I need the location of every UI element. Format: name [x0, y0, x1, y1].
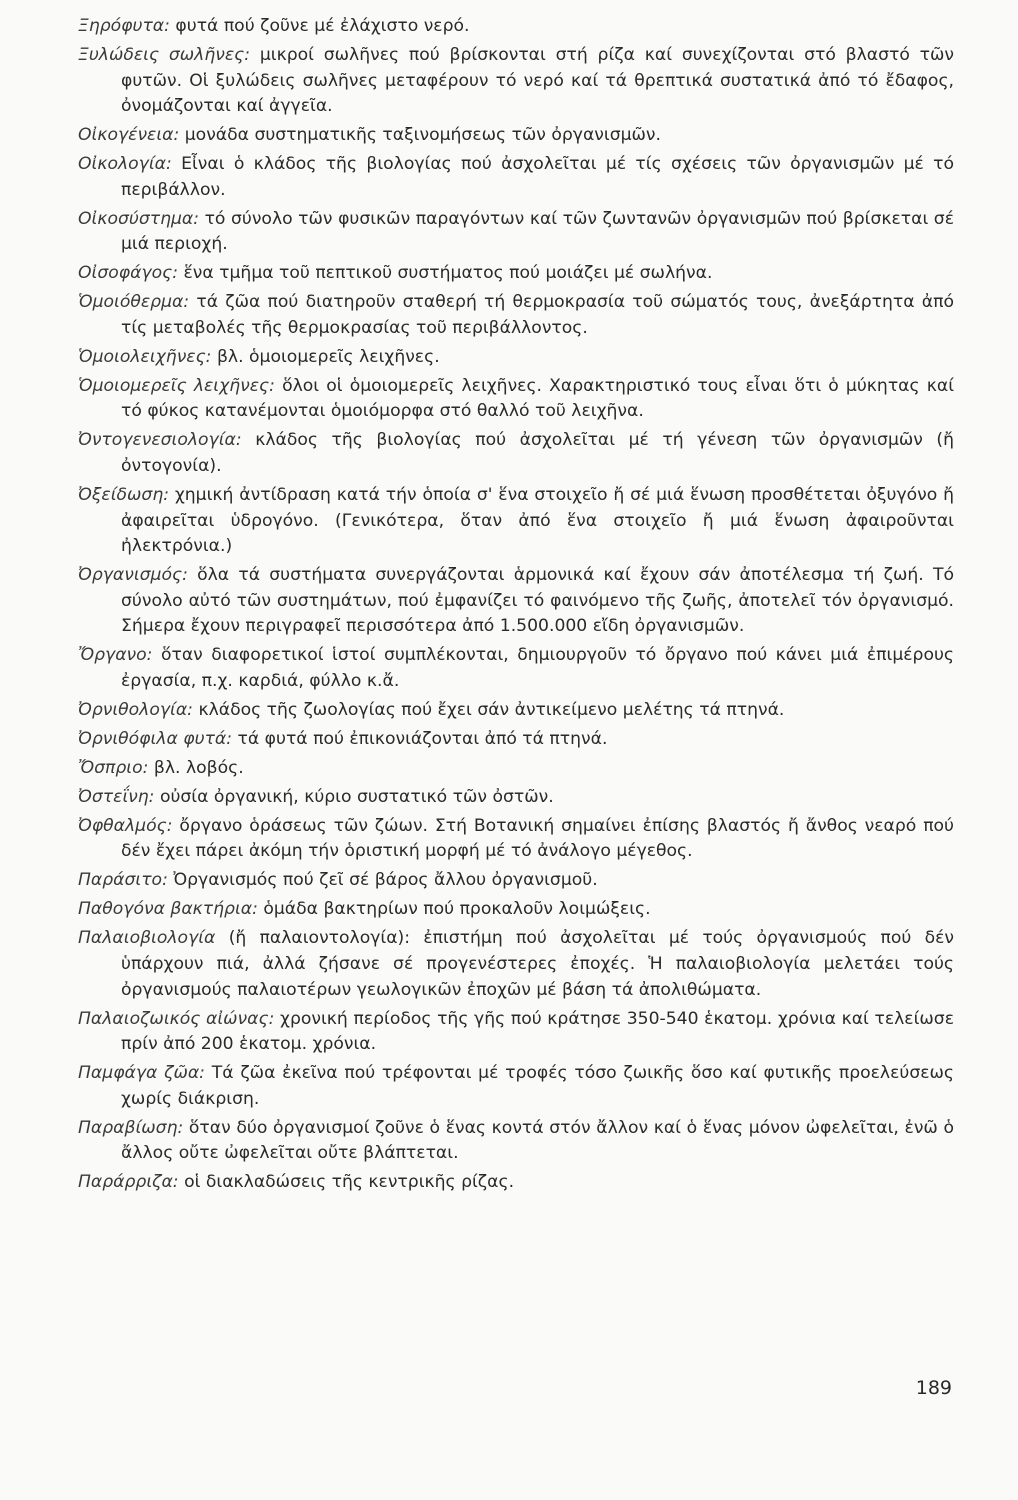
glossary-entry	[78, 698, 954, 724]
glossary-entry	[78, 785, 954, 811]
glossary-entry	[78, 926, 954, 1003]
glossary-entry	[78, 261, 954, 287]
glossary-definition: (ἤ παλαιοντολογία): ἐπιστήμη πού ἀσχολεῖται μέ τούς ὀργανισμούς πού δέν ὑπάρχουν πιά, ἀλλά ζήσανε σέ προγενέστερες ἐποχές. Ἡ παλαιοβιολογία μελετάει τούς ὀργανισμούς παλαιοτέρων γεωλογικῶν ἐποχῶν μέ βάση τά ἀπολιθώματα.	[121, 928, 954, 1000]
glossary-entry	[78, 1116, 954, 1167]
glossary-entry	[78, 152, 954, 203]
glossary-definition: ἕνα τμῆμα τοῦ πεπτικοῦ συστήματος πού μοιάζει μέ σωλήνα.	[183, 263, 713, 284]
glossary-entry	[78, 345, 954, 371]
glossary-term: Ὀφθαλμός:	[78, 815, 173, 836]
glossary-term: Παμφάγα ζῶα:	[78, 1063, 205, 1084]
page-number: 189	[915, 1377, 952, 1399]
glossary-term: Παλαιοβιολογία	[78, 928, 216, 949]
glossary-entry	[78, 643, 954, 694]
glossary-definition: μονάδα συστηματικῆς ταξινομήσεως τῶν ὀργανισμῶν.	[184, 125, 661, 146]
glossary-definition: ὅταν δύο ὀργανισμοί ζοῦνε ὁ ἕνας κοντά στόν ἄλλον καί ὁ ἕνας μόνον ὠφελεῖται, ἐνῶ ὁ ἄλλος οὔτε ὠφελεῖται οὔτε βλάπτεται.	[121, 1117, 954, 1164]
glossary-term: Παραβίωση:	[78, 1117, 184, 1138]
glossary-list	[78, 14, 954, 1199]
glossary-definition: χημική ἀντίδραση κατά τήν ὁποία σ' ἕνα στοιχεῖο ἤ σέ μιά ἕνωση προσθέτεται ὀξυγόνο ἤ ἀφαιρεῖται ὑδρογόνο. (Γενικότερα, ὅταν ἀπό ἕνα στοιχεῖο ἤ μιά ἕνωση ἀφαιροῦνται ἠλεκτρόνια.)	[121, 485, 954, 557]
glossary-definition: οὐσία ὀργανική, κύριο συστατικό τῶν ὀστῶν.	[159, 786, 554, 807]
glossary-definition: ὅταν διαφορετικοί ἱστοί συμπλέκονται, δημιουργοῦν τό ὄργανο πού κάνει μιά ἐπιμέρους ἐργασία, π.χ. καρδιά, φύλλο κ.ἄ.	[121, 645, 954, 691]
glossary-definition: μικροί σωλῆνες πού βρίσκονται στή ρίζα καί συνεχίζονται στό βλαστό τῶν φυτῶν. Οἱ ξυλώδεις σωλῆνες μεταφέρουν τό νερό καί τά θρεπτικά συστατικά ἀπό τό ἔδαφος, ὀνομάζονται καί ἀγγεῖα.	[121, 44, 955, 117]
glossary-term: Ὁμοιομερεῖς λειχῆνες:	[78, 375, 275, 396]
glossary-definition: κλάδος τῆς βιολογίας πού ἀσχολεῖται μέ τή γένεση τῶν ὀργανισμῶν (ἤ ὀντογονία).	[121, 430, 955, 477]
glossary-entry	[78, 290, 954, 341]
glossary-definition: ὅλοι οἱ ὁμοιομερεῖς λειχῆνες. Χαρακτηριστικό τους εἶναι ὅτι ὁ μύκητας καί τό φύκος κατανέμονται ὁμοιόμορφα στό θαλλό τοῦ λειχῆνα.	[121, 375, 955, 422]
glossary-entry	[78, 563, 954, 640]
glossary-definition: φυτά πού ζοῦνε μέ ἐλάχιστο νερό.	[175, 16, 470, 36]
glossary-entry	[78, 123, 954, 149]
glossary-definition: Τά ζῶα ἐκεῖνα πού τρέφονται μέ τροφές τόσο ζωικῆς ὅσο καί φυτικῆς προελεύσεως χωρίς διάκριση.	[121, 1063, 954, 1109]
glossary-term: Παράσιτο:	[78, 870, 168, 891]
glossary-term: Ὁμοιόθερμα:	[78, 292, 190, 313]
glossary-entry	[78, 1007, 954, 1058]
glossary-definition: βλ. λοβός.	[153, 757, 244, 778]
glossary-entry	[78, 374, 954, 425]
glossary-entry	[78, 868, 954, 894]
glossary-definition: ὁμάδα βακτηρίων πού προκαλοῦν λοιμώξεις.	[263, 899, 651, 920]
glossary-definition: τά φυτά πού ἐπικονιάζονται ἀπό τά πτηνά.	[237, 728, 608, 749]
glossary-definition: Εἶναι ὁ κλάδος τῆς βιολογίας πού ἀσχολεῖται μέ τίς σχέσεις τῶν ὀργανισμῶν μέ τό περιβάλλον.	[121, 154, 954, 200]
glossary-definition: ὅλα τά συστήματα συνεργάζονται ἁρμονικά καί ἔχουν σάν ἀποτέλεσμα τή ζωή. Τό σύνολο αὐτό τῶν συστημάτων, πού ἐμφανίζει τό φαινόμενο τῆς ζωῆς, ἀποτελεῖ τόν ὀργανισμό. Σήμερα ἔχουν περιγραφεῖ περισσότερα ἀπό 1.500.000 εἴδη ὀργανισμῶν.	[121, 565, 955, 637]
glossary-term: Οἰκοσύστημα:	[78, 208, 200, 229]
glossary-entry	[78, 483, 954, 560]
glossary-term: Ὄσπριο:	[78, 757, 149, 778]
glossary-term: Ὀντογενεσιολογία:	[78, 430, 242, 451]
glossary-entry	[78, 814, 954, 865]
glossary-term: Ὀρνιθολογία:	[78, 699, 193, 720]
glossary-term: Ὀργανισμός:	[78, 565, 188, 586]
glossary-entry	[78, 207, 954, 258]
glossary-definition: ὄργανο ὁράσεως τῶν ζώων. Στή Βοτανική σημαίνει ἐπίσης βλαστός ἤ ἄνθος νεαρό πού δέν ἔχει πάρει ἀκόμη τήν ὁριστική μορφή μέ τό ἀνάλογο μέγεθος.	[121, 815, 954, 862]
glossary-term: Παλαιοζωικός αἰώνας:	[78, 1008, 275, 1029]
glossary-definition: τά ζῶα πού διατηροῦν σταθερή τή θερμοκρασία τοῦ σώματός τους, ἀνεξάρτητα ἀπό τίς μεταβολές τῆς θερμοκρασίας τοῦ περιβάλλοντος.	[121, 292, 954, 338]
glossary-term: Ὀστεΐνη:	[78, 786, 155, 807]
glossary-entry	[78, 1170, 954, 1196]
glossary-term: Ξυλώδεις σωλῆνες:	[78, 44, 251, 65]
glossary-definition: Ὀργανισμός πού ζεῖ σέ βάρος ἄλλου ὀργανισμοῦ.	[173, 870, 598, 891]
glossary-term: Ὀρνιθόφιλα φυτά:	[78, 728, 233, 749]
glossary-term: Οἰκογένεια:	[78, 125, 180, 146]
glossary-entry	[78, 756, 954, 782]
glossary-entry	[78, 1061, 954, 1112]
glossary-term: Οἰσοφάγος:	[78, 263, 178, 284]
glossary-definition: κλάδος τῆς ζωολογίας πού ἔχει σάν ἀντικείμενο μελέτης τά πτηνά.	[198, 699, 785, 720]
glossary-definition: χρονική περίοδος τῆς γῆς πού κράτησε 350-540 ἑκατομ. χρόνια καί τελείωσε πρίν ἀπό 200 ἑκατομ. χρόνια.	[121, 1008, 954, 1055]
glossary-definition: τό σύνολο τῶν φυσικῶν παραγόντων καί τῶν ζωντανῶν ὀργανισμῶν πού βρίσκεται σέ μιά περιοχή.	[121, 208, 954, 255]
glossary-entry	[78, 428, 954, 479]
glossary-entry	[78, 897, 954, 923]
glossary-term: Ὀξείδωση:	[78, 485, 169, 505]
glossary-term: Ὄργανο:	[78, 645, 153, 666]
glossary-entry	[78, 727, 954, 753]
glossary-term: Οἰκολογία:	[78, 154, 172, 175]
glossary-definition: οἱ διακλαδώσεις τῆς κεντρικῆς ρίζας.	[184, 1172, 515, 1193]
glossary-term: Παράρριζα:	[78, 1172, 179, 1193]
glossary-term: Ξηρόφυτα:	[78, 16, 170, 36]
glossary-entry	[78, 14, 954, 40]
glossary-term: Ὁμοιολειχῆνες:	[78, 346, 212, 367]
glossary-entry	[78, 43, 954, 120]
glossary-definition: βλ. ὁμοιομερεῖς λειχῆνες.	[216, 346, 440, 367]
glossary-term: Παθογόνα βακτήρια:	[78, 899, 258, 920]
